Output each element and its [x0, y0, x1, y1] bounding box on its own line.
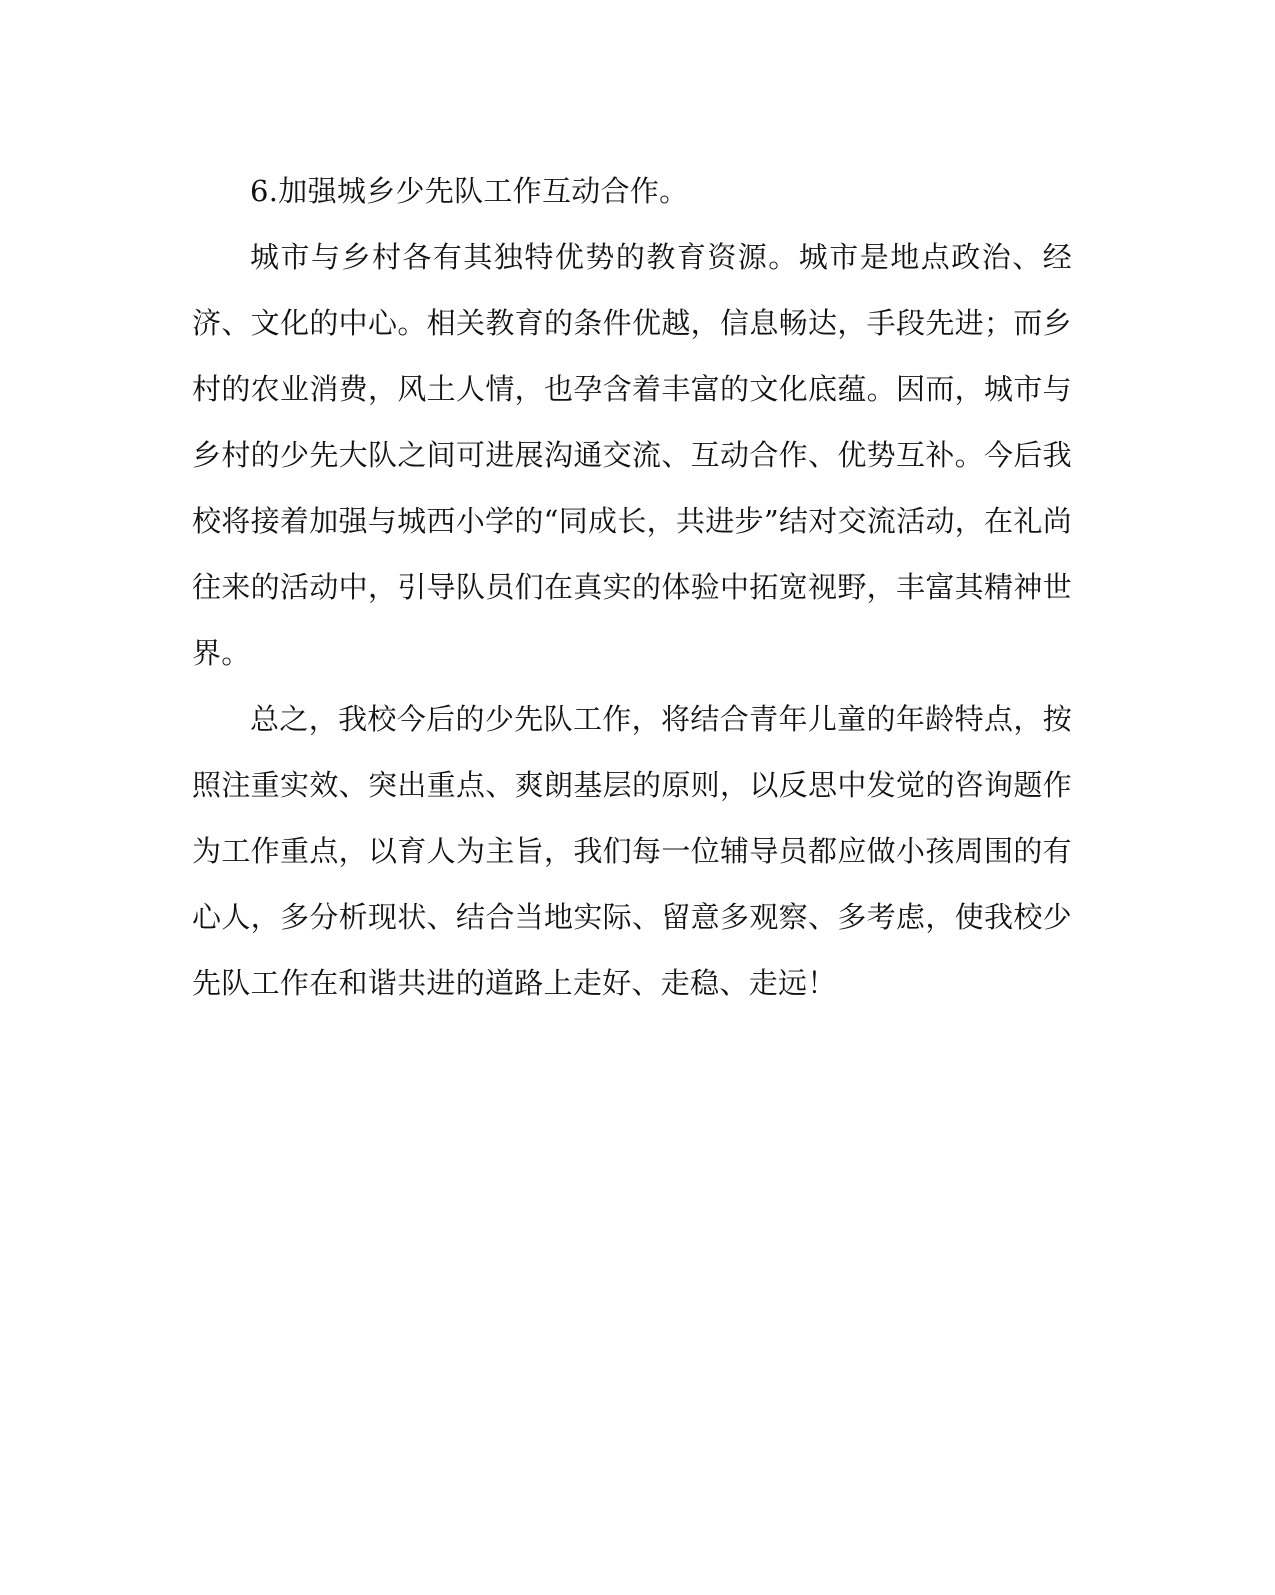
- section-heading: 6.加强城乡少先队工作互动合作。: [250, 174, 689, 208]
- document-body: [192, 158, 1072, 1016]
- paragraph-city-rural: 城市与乡村各有其独特优势的教育资源。城市是地点政治、经济、文化的中心。相关教育的条件优越，信息畅达，手段先进；而乡村的农业消费，风土人情，也孕含着丰富的文化底蕴。因而，城市与乡村的少先大队之间可进展沟通交流、互动合作、优势互补。今后我校将接着加强与城西小学的“同成长，共进步”结对交流活动，在礼尚往来的活动中，引导队员们在真实的体验中拓宽视野，丰富其精神世界。: [192, 240, 1072, 670]
- paragraph-conclusion: 总之，我校今后的少先队工作，将结合青年儿童的年龄特点，按照注重实效、突出重点、爽朗基层的原则，以反思中发觉的咨询题作为工作重点，以育人为主旨，我们每一位辅导员都应做小孩周围的有心人，多分析现状、结合当地实际、留意多观察、多考虑，使我校少先队工作在和谐共进的道路上走好、走稳、走远！: [192, 702, 1072, 1000]
